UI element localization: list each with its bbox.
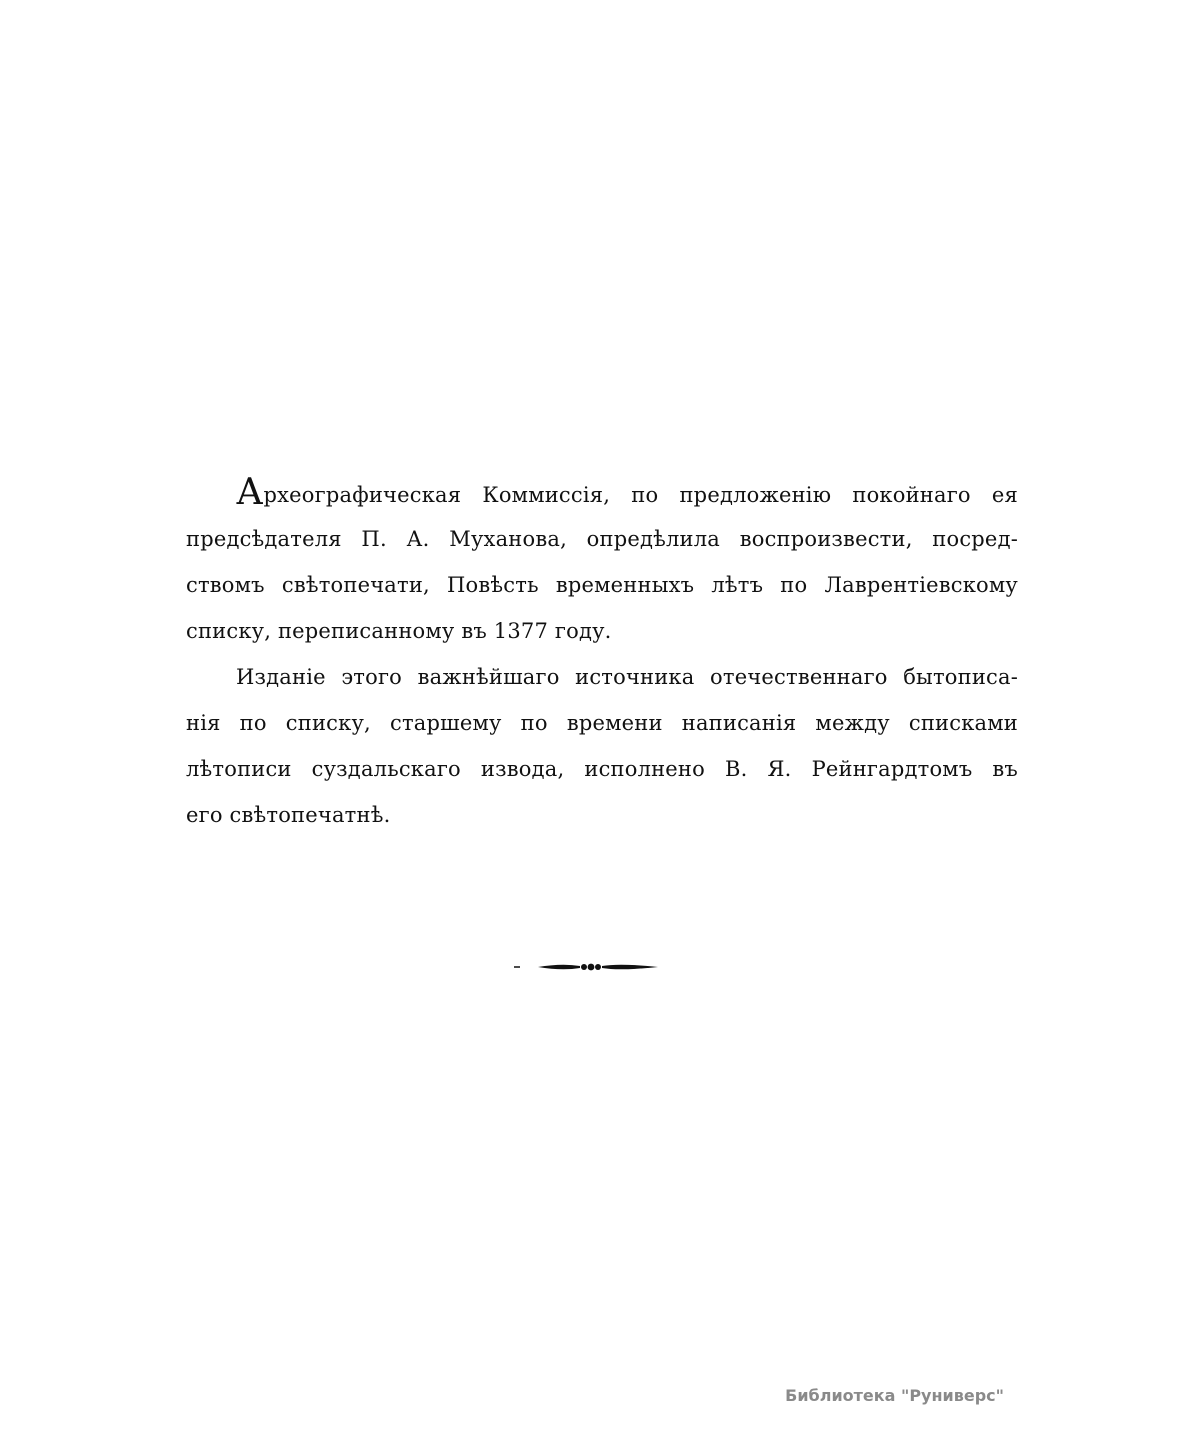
decorative-rule-ornament-icon [512, 958, 660, 976]
line-text: рхеографическая Коммиссія, по предложенію покойнаго ея [263, 483, 1018, 507]
text-line [186, 470, 1018, 516]
text-line: лѣтописи суздальскаго извода, исполнено В. Я. Рейнгардтомъ въ [186, 757, 1018, 781]
text-line: предсѣдателя П. А. Муханова, опредѣлила воспроизвести, посред- [186, 527, 1018, 551]
library-credit: Библиотека "Руниверс" [785, 1386, 1004, 1405]
text-line: его свѣтопечатнѣ. [186, 803, 391, 827]
paragraph-1 [186, 470, 1018, 654]
text-line: Изданіе этого важнѣйшаго источника отечественнаго бытописа- [236, 665, 1018, 689]
text-line: нія по списку, старшему по времени написанія между списками [186, 711, 1018, 735]
body-text [186, 470, 1018, 838]
initial-letter: А [236, 472, 264, 513]
text-line: ствомъ свѣтопечати, Повѣсть временныхъ лѣтъ по Лаврентіевскому [186, 573, 1018, 597]
text-line: списку, переписанному въ 1377 году. [186, 619, 612, 643]
paragraph-2 [186, 654, 1018, 838]
